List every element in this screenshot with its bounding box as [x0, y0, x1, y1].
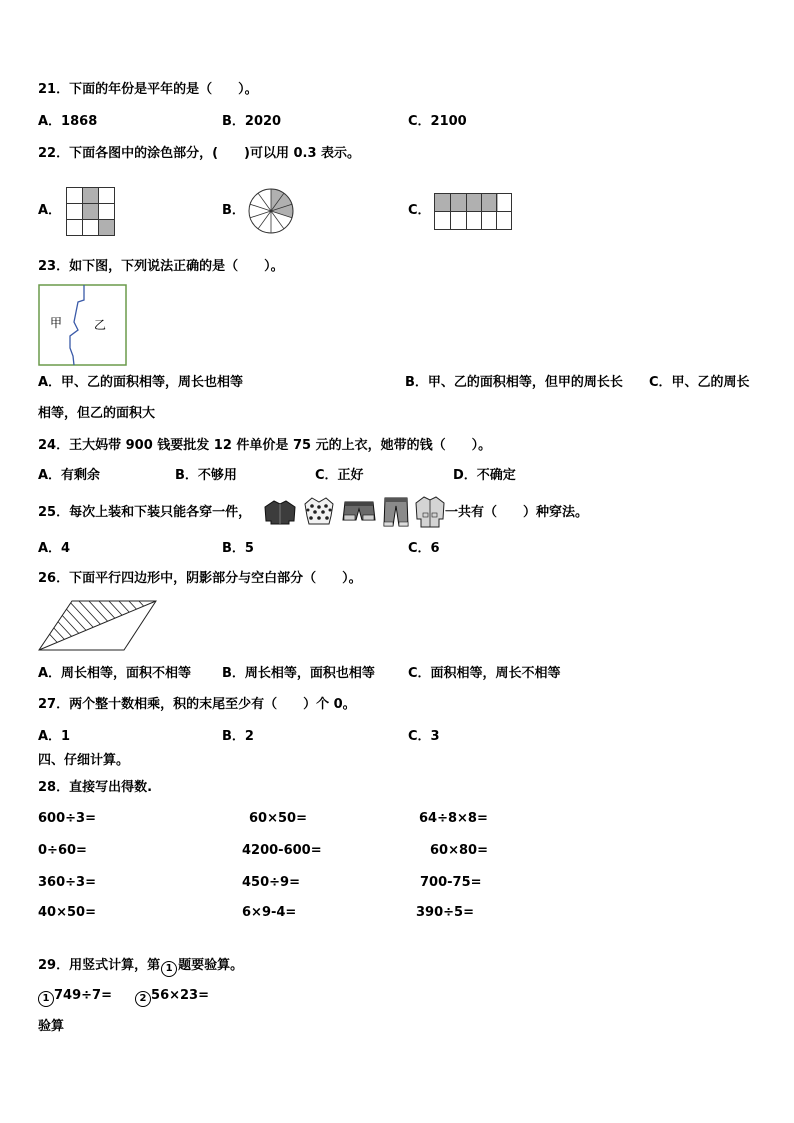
calc-item: 4200-600=: [242, 843, 322, 858]
q27-stem: 27．两个整十数相乘，积的末尾至少有（ ）个 0。: [38, 697, 356, 712]
q22-option-a[interactable]: A．: [38, 203, 62, 218]
q29-stem-start: 29．用竖式计算，第: [38, 958, 161, 973]
q25-option-a[interactable]: A．4: [38, 541, 71, 556]
jacket-icon: [263, 499, 297, 525]
region-yi-label: 乙: [94, 318, 107, 332]
polka-dot-top-icon: [303, 496, 335, 526]
problem-1: 749÷7=: [54, 988, 112, 1003]
q24-option-a[interactable]: A．有剩余: [38, 468, 101, 483]
calc-item: 64÷8×8=: [419, 811, 488, 826]
circled-number-icon: 1: [161, 961, 177, 977]
shorts-icon: [342, 499, 376, 523]
q29-stem-end: 题要验算。: [178, 958, 244, 973]
q26-option-a[interactable]: A．周长相等，面积不相等: [38, 666, 192, 681]
calc-item: 6×9-4=: [242, 905, 297, 920]
q26-option-c[interactable]: C．面积相等，周长不相等: [408, 666, 561, 681]
q21-option-a[interactable]: A．1868: [38, 114, 98, 129]
circled-number-icon: 1: [38, 991, 54, 1007]
grid-3x3-figure: [66, 187, 116, 237]
problem-2: 56×23=: [151, 988, 209, 1003]
section-heading: 四、仔细计算。: [38, 753, 130, 768]
trousers-icon: [382, 496, 410, 528]
calc-item: 360÷3=: [38, 875, 96, 890]
q23-option-c-continued[interactable]: 相等，但乙的面积大: [38, 406, 156, 421]
q25-option-b[interactable]: B．5: [222, 541, 254, 556]
q22-option-c[interactable]: C．: [408, 203, 431, 218]
q27-option-a[interactable]: A．1: [38, 729, 71, 744]
calc-item: 600÷3=: [38, 811, 96, 826]
calc-item: 0÷60=: [38, 843, 87, 858]
region-jia-label: 甲: [50, 316, 63, 330]
q23-stem: 23．如下图，下列说法正确的是（ ）。: [38, 259, 284, 274]
q24-option-c[interactable]: C．正好: [315, 468, 364, 483]
q25-stem: 25．每次上装和下装只能各穿一件，: [38, 505, 252, 520]
q25-stem-end: 一共有（ ）种穿法。: [445, 505, 589, 520]
q22-option-b[interactable]: B．: [222, 203, 245, 218]
q29-stem: [38, 957, 243, 977]
q26-option-b[interactable]: B．周长相等，面积也相等: [222, 666, 375, 681]
calc-item: 40×50=: [38, 905, 96, 920]
q21-stem: 21．下面的年份是平年的是（ ）。: [38, 82, 258, 97]
q21-option-b[interactable]: B．2020: [222, 114, 282, 129]
q24-option-d[interactable]: D．不确定: [453, 468, 516, 483]
calc-item: 450÷9=: [242, 875, 300, 890]
calc-item: 60×80=: [430, 843, 488, 858]
coat-icon: [414, 495, 446, 529]
q24-option-b[interactable]: B．不够用: [175, 468, 237, 483]
q29-problems: [38, 987, 209, 1007]
check-label: 验算: [38, 1019, 65, 1034]
q23-option-c[interactable]: C．甲、乙的周长: [649, 375, 750, 390]
parallelogram-figure: [38, 600, 158, 652]
q27-option-b[interactable]: B．2: [222, 729, 254, 744]
calc-item: 60×50=: [249, 811, 307, 826]
q28-stem: 28．直接写出得数.: [38, 780, 153, 795]
q21-option-c[interactable]: C．2100: [408, 114, 467, 129]
calc-item: 700-75=: [420, 875, 482, 890]
q23-option-b[interactable]: B．甲、乙的面积相等，但甲的周长长: [405, 375, 623, 390]
q26-stem: 26．下面平行四边形中，阴影部分与空白部分（ ）。: [38, 571, 362, 586]
q25-option-c[interactable]: C．6: [408, 541, 440, 556]
grid-2x5-figure: [434, 193, 512, 231]
circle-fraction-figure: [248, 188, 294, 234]
q23-option-a[interactable]: A．甲、乙的面积相等，周长也相等: [38, 375, 244, 390]
q22-stem: 22．下面各图中的涂色部分，( )可以用 0.3 表示。: [38, 146, 361, 161]
q24-stem: 24．王大妈带 900 钱要批发 12 件单价是 75 元的上衣，她带的钱（ ）。: [38, 438, 492, 453]
circled-number-icon: 2: [135, 991, 151, 1007]
calc-item: 390÷5=: [416, 905, 474, 920]
q27-option-c[interactable]: C．3: [408, 729, 440, 744]
